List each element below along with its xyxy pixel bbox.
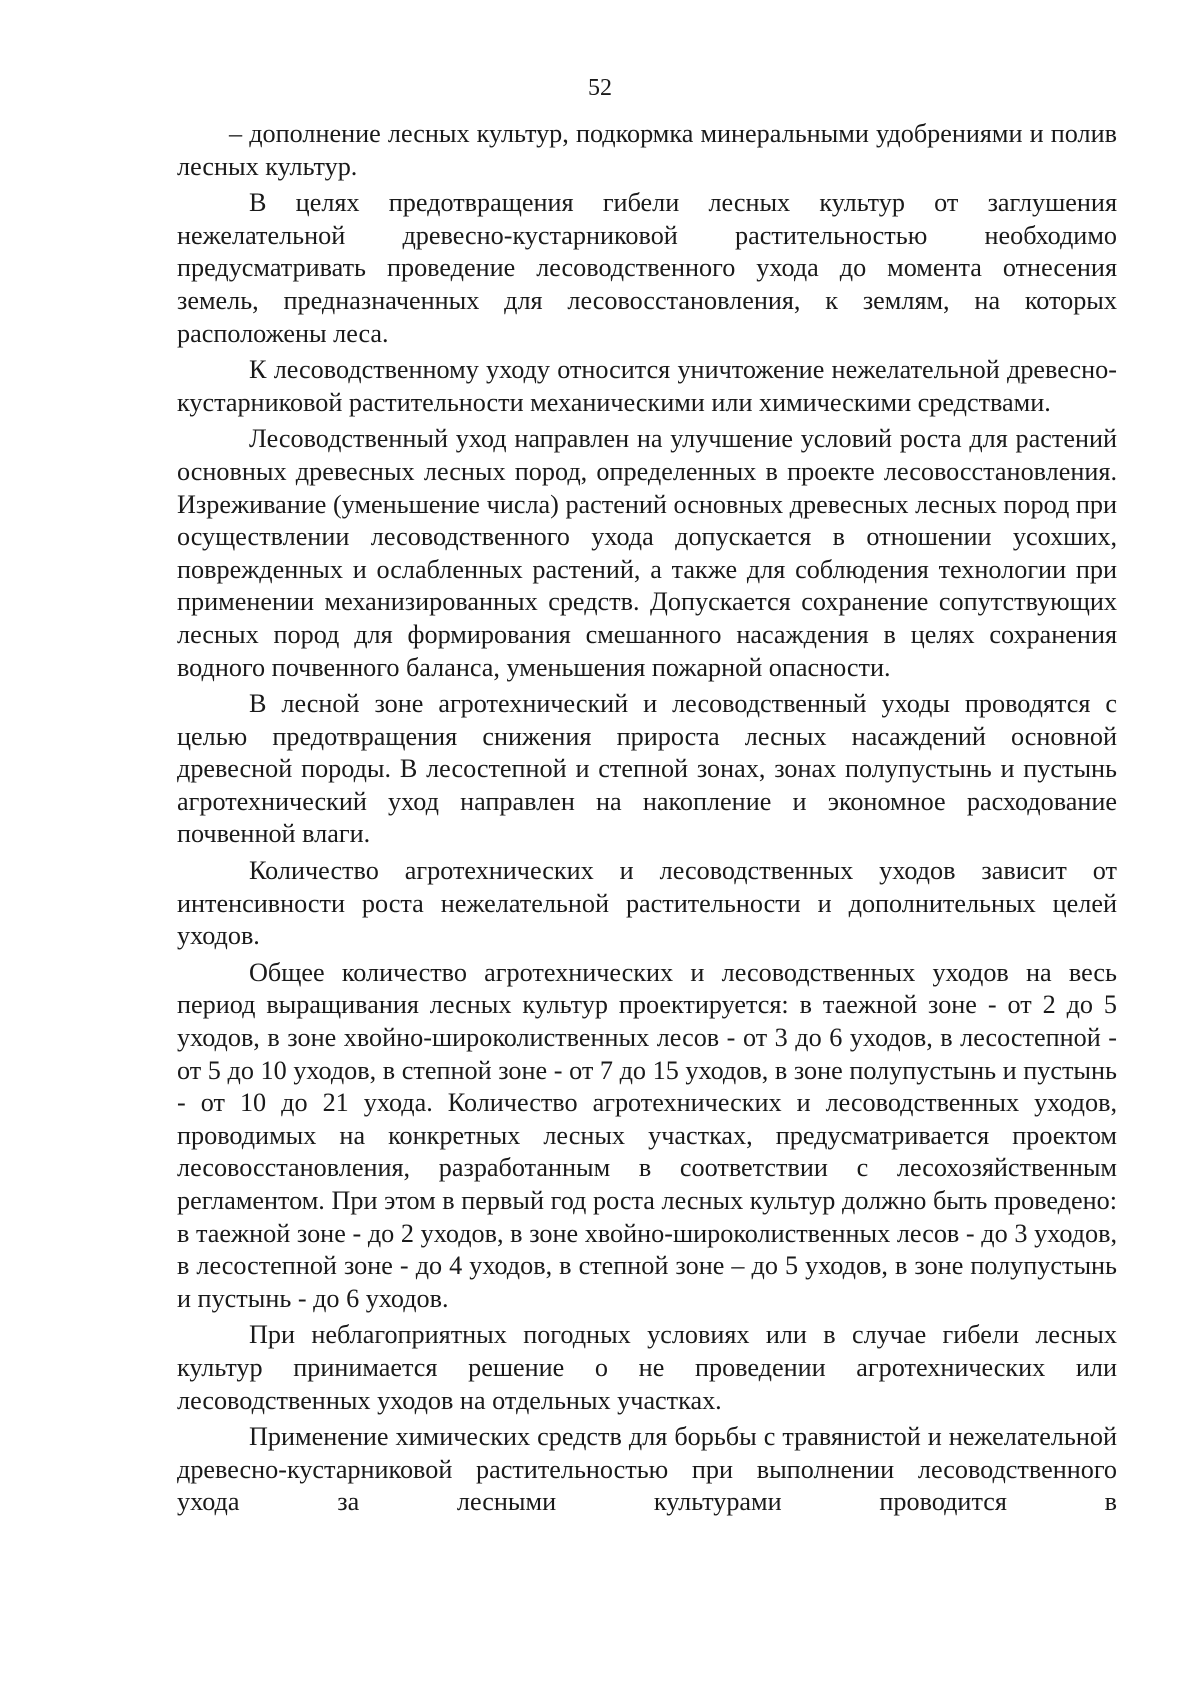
paragraph-7: Общее количество агротехнических и лесоводственных уходов на весь период выращивания лесных культур проектируется: в таежной зоне - от 2 до 5 уходов, в зоне хвойно-широколиственных лесов - от 3 до 6 уходов, в лесостепной - от 5 до 10 уходов, в степной зоне - от 7 до 15 уходов, в зоне полупустынь и пустынь - от 10 до 21 ухода. Количество агротехнических и лесоводственных уходов, проводимых на конкретных лесных участках, предусматривается проектом лесовосстановления, разработанным в соответствии с лесохозяйственным регламентом. При этом в первый год роста лесных культур должно быть проведено: в таежной зоне - до 2 уходов, в зоне хвойно-широколиственных лесов - до 3 уходов, в лесостепной зоне - до 4 уходов, в степной зоне – до 5 уходов, в зоне полупустынь и пустынь - до 6 уходов. — [177, 957, 1117, 1313]
paragraph-3: К лесоводственному уходу относится уничтожение нежелательной древесно-кустарниковой растительности механическими или химическими средствами. — [177, 355, 1117, 417]
paragraph-8: При неблагоприятных погодных условиях или в случае гибели лесных культур принимается решение о не проведении агротехнических или лесоводственных уходов на отдельных участках. — [177, 1320, 1117, 1415]
document-body — [177, 118, 1117, 1519]
page-number: 52 — [588, 75, 612, 101]
paragraph-2: В целях предотвращения гибели лесных культур от заглушения нежелательной древесно-кустарниковой растительностью необходимо предусматривать проведение лесоводственного ухода до момента отнесения земель, предназначенных для лесовосстановления, к землям, на которых расположены леса. — [177, 188, 1117, 348]
paragraph-5: В лесной зоне агротехнический и лесоводственный уходы проводятся с целью предотвращения снижения прироста лесных насаждений основной древесной породы. В лесостепной и степной зонах, зонах полупустынь и пустынь агротехнический уход направлен на накопление и экономное расходование почвенной влаги. — [177, 689, 1117, 849]
paragraph-6: Количество агротехнических и лесоводственных уходов зависит от интенсивности роста нежелательной растительности и дополнительных целей уходов. — [177, 856, 1117, 951]
paragraph-9: Применение химических средств для борьбы с травянистой и нежелательной древесно-кустарниковой растительностью при выполнении лесоводственного ухода за лесными культурами проводится в — [177, 1422, 1117, 1517]
paragraph-4: Лесоводственный уход направлен на улучшение условий роста для растений основных древесных лесных пород, определенных в проекте лесовосстановления. Изреживание (уменьшение числа) растений основных древесных лесных пород при осуществлении лесоводственного ухода допускается в отношении усохших, поврежденных и ослабленных растений, а также для соблюдения технологии при применении механизированных средств. Допускается сохранение сопутствующих лесных пород для формирования смешанного насаждения в целях сохранения водного почвенного баланса, уменьшения пожарной опасности. — [177, 424, 1117, 682]
paragraph-1: – дополнение лесных культур, подкормка минеральными удобрениями и полив лесных культур. — [177, 119, 1117, 181]
